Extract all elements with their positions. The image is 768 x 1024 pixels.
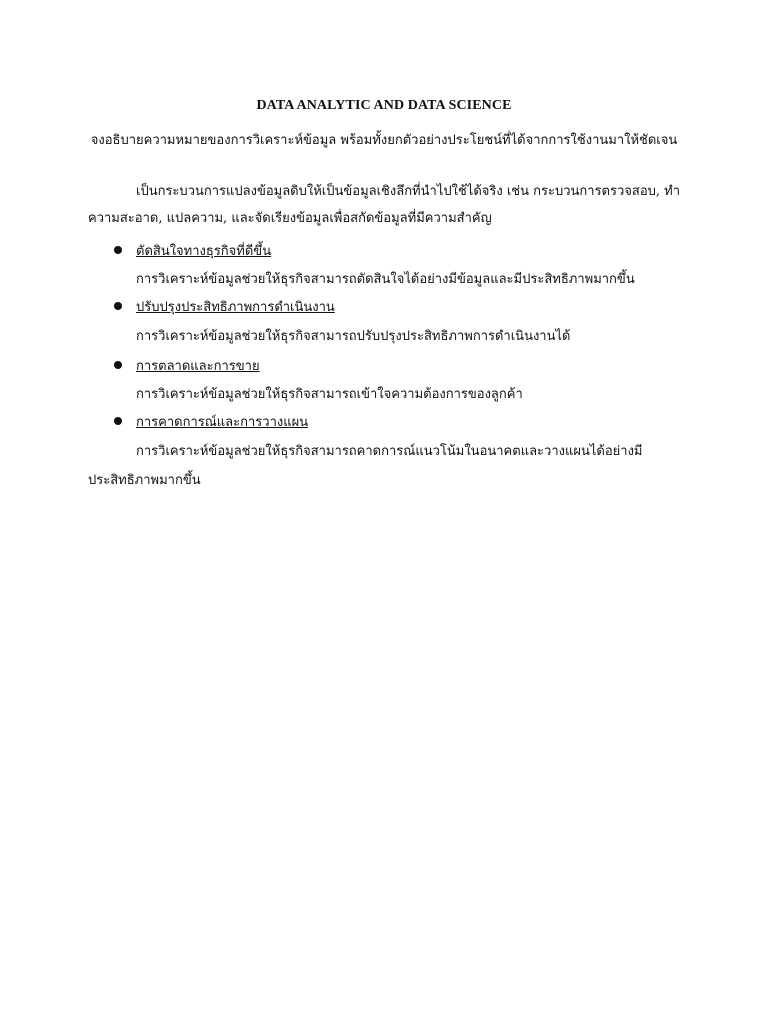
bullet-item-1 [114, 240, 271, 261]
bullet-text-3: การวิเคราะห์ข้อมูลช่วยให้ธุรกิจสามารถเข้าใจความต้องการของลูกค้า [136, 387, 523, 402]
bullet-text-2: การวิเคราะห์ข้อมูลช่วยให้ธุรกิจสามารถปรับปรุงประสิทธิภาพการดำเนินงานได้ [136, 329, 571, 344]
bullet-heading-4: การคาดการณ์และการวางแผน [136, 415, 309, 430]
bullet-text-1: การวิเคราะห์ข้อมูลช่วยให้ธุรกิจสามารถตัดสินใจได้อย่างมีข้อมูลและมีประสิทธิภาพมากขึ้น [136, 272, 635, 287]
intro-line-1: เป็นกระบวนการแปลงข้อมูลดิบให้เป็นข้อมูลเชิงลึกที่นำไปใช้ได้จริง เช่น กระบวนการตรวจสอบ, ทำ [136, 184, 681, 199]
bullet-icon [114, 361, 122, 369]
bullet-text-4-continuation: ประสิทธิภาพมากขึ้น [88, 473, 201, 488]
document-title: DATA ANALYTIC AND DATA SCIENCE [256, 98, 512, 113]
intro-paragraph [88, 178, 688, 232]
bullet-icon [114, 302, 122, 310]
bullet-icon [114, 246, 122, 254]
bullet-item-3 [114, 355, 260, 376]
bullet-item-2 [114, 296, 335, 317]
bullet-heading-2: ปรับปรุงประสิทธิภาพการดำเนินงาน [136, 300, 335, 315]
bullet-item-4 [114, 411, 308, 432]
bullet-text-4: การวิเคราะห์ข้อมูลช่วยให้ธุรกิจสามารถคาดการณ์แนวโน้มในอนาคตและวางแผนได้อย่างมี [136, 444, 643, 459]
bullet-heading-3: การตลาดและการขาย [136, 359, 260, 374]
intro-line-2: ความสะอาด, แปลความ, และจัดเรียงข้อมูลเพื่อสกัดข้อมูลที่มีความสำคัญ [88, 211, 492, 226]
bullet-heading-1: ตัดสินใจทางธุรกิจที่ดีขึ้น [136, 244, 272, 259]
bullet-icon [114, 417, 122, 425]
question-text: จงอธิบายความหมายของการวิเคราะห์ข้อมูล พร้อมทั้งยกตัวอย่างประโยชน์ที่ได้จากการใช้งานมาให้ชัดเจน [90, 133, 678, 148]
